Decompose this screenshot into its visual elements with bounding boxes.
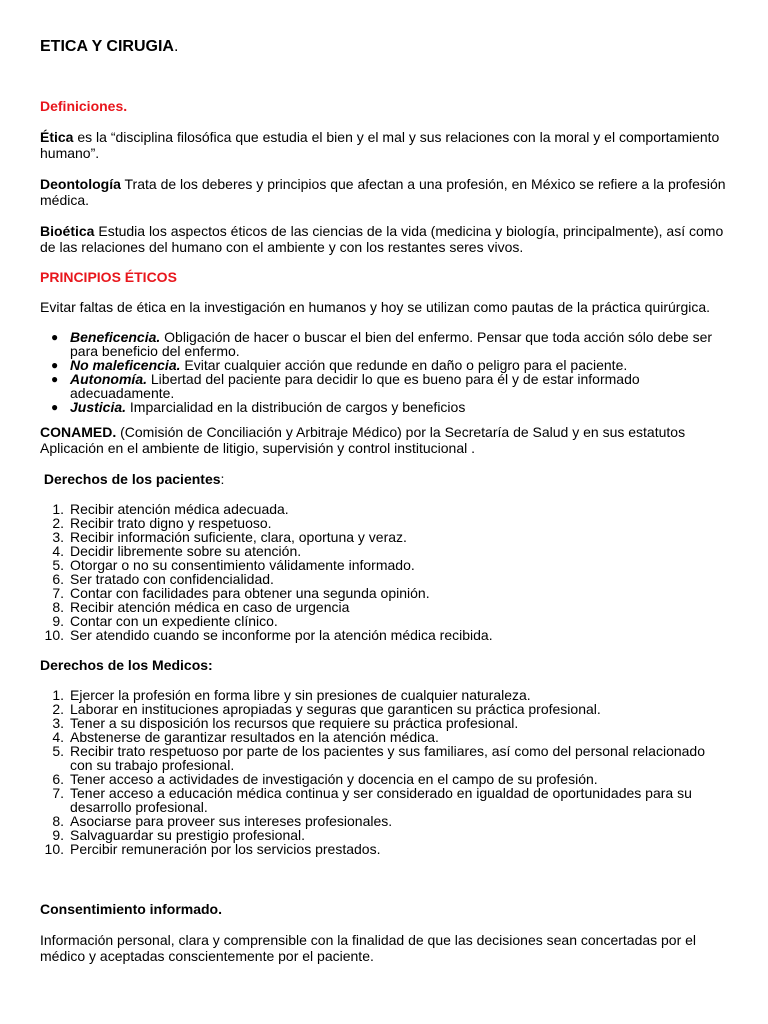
item-text: Percibir remuneración por los servicios prestados. — [70, 841, 381, 857]
patient-rights-heading-text: Derechos de los pacientes — [43, 471, 221, 487]
item-text: Otorgar o no su consentimiento válidamente informado. — [70, 557, 415, 573]
item-number: 2. — [52, 701, 64, 717]
item-number: 8. — [52, 599, 64, 615]
item-number: 3. — [52, 715, 64, 731]
item-text: Salvaguardar su prestigio profesional. — [70, 827, 306, 843]
term-bioetica: Bioética — [40, 223, 95, 239]
list-item — [40, 530, 728, 544]
title-text: ETICA Y CIRUGIA — [40, 38, 174, 55]
item-text: Recibir trato respetuoso por parte de los pacientes y sus familiares, así como del personal relacionado con su trabajo profesional. — [70, 743, 705, 773]
list-item — [40, 786, 728, 814]
list-item — [40, 330, 728, 358]
list-item — [40, 730, 728, 744]
list-item — [40, 744, 728, 772]
list-item — [40, 828, 728, 842]
item-number: 4. — [52, 543, 64, 559]
principle-text: Obligación de hacer o buscar el bien del enfermo. Pensar que toda acción sólo debe ser para beneficio del enfermo. — [70, 329, 713, 359]
list-item — [40, 702, 728, 716]
conamed-text: (Comisión de Conciliación y Arbitraje Médico) por la Secretaría de Salud y en sus estatutos Aplicación en el ambiente de litigio, supervisión y control institucional . — [40, 424, 686, 456]
principle-term: Justicia. — [70, 399, 127, 415]
list-item — [40, 614, 728, 628]
item-number: 9. — [52, 827, 64, 843]
item-number: 5. — [52, 743, 64, 759]
patient-rights-heading-colon: : — [220, 471, 225, 487]
patient-rights-list — [40, 502, 728, 642]
list-item — [40, 842, 728, 856]
term-etica: Ética — [40, 129, 74, 145]
item-text: Recibir información suficiente, clara, oportuna y veraz. — [70, 529, 407, 545]
item-text: Recibir atención médica adecuada. — [70, 501, 289, 517]
item-number: 10. — [44, 627, 64, 643]
item-number: 2. — [52, 515, 64, 531]
definition-bioetica-text: Estudia los aspectos éticos de las ciencias de la vida (medicina y biología, principalmente), así como de las relaciones del humano con el ambiente y con los restantes seres vivos. — [40, 223, 724, 255]
item-number: 7. — [52, 785, 64, 801]
consent-heading — [40, 901, 728, 917]
list-item — [40, 558, 728, 572]
patient-rights-heading — [40, 471, 728, 487]
principles-intro: Evitar faltas de ética en la investigación en humanos y hoy se utilizan como pautas de la práctica quirúrgica. — [40, 299, 711, 315]
item-number: 7. — [52, 585, 64, 601]
doctor-rights-list — [40, 688, 728, 856]
item-text: Asociarse para proveer sus intereses profesionales. — [70, 813, 393, 829]
bullet-icon: ● — [51, 372, 59, 386]
list-item — [40, 372, 728, 400]
list-item — [40, 600, 728, 614]
list-item — [40, 628, 728, 642]
list-item — [40, 586, 728, 600]
consent-heading-text: Consentimiento informado. — [40, 901, 222, 917]
item-number: 8. — [52, 813, 64, 829]
item-number: 4. — [52, 729, 64, 745]
item-number: 6. — [52, 771, 64, 787]
doctor-rights-heading-text: Derechos de los Medicos: — [40, 657, 213, 673]
list-item — [40, 516, 728, 530]
item-text: Ser tratado con confidencialidad. — [70, 571, 274, 587]
bullet-icon: ● — [51, 330, 59, 344]
definition-bioetica — [40, 223, 728, 255]
item-text: Tener acceso a actividades de investigación y docencia en el campo de su profesión. — [70, 771, 598, 787]
document-title — [40, 38, 728, 56]
title-dot: . — [173, 38, 179, 55]
bullet-icon: ● — [51, 400, 59, 414]
list-item — [40, 572, 728, 586]
principle-term: No maleficencia. — [70, 357, 181, 373]
item-number: 10. — [44, 841, 64, 857]
definitions-heading: Definiciones. — [40, 98, 128, 114]
list-item — [40, 400, 728, 414]
term-conamed: CONAMED. — [40, 424, 117, 440]
bullet-icon: ● — [51, 358, 59, 372]
conamed-paragraph — [40, 424, 728, 456]
item-number: 9. — [52, 613, 64, 629]
item-text: Recibir atención médica en caso de urgencia — [70, 599, 350, 615]
item-number: 6. — [52, 571, 64, 587]
item-number: 5. — [52, 557, 64, 573]
list-item — [40, 358, 728, 372]
list-item — [40, 814, 728, 828]
consent-text: Información personal, clara y comprensible con la finalidad de que las decisiones sean concertadas por el médico y aceptadas conscientemente por el paciente. — [40, 932, 697, 964]
term-deontologia: Deontología — [40, 176, 121, 192]
item-text: Ser atendido cuando se inconforme por la atención médica recibida. — [70, 627, 493, 643]
definition-deontologia-text: Trata de los deberes y principios que afectan a una profesión, en México se refiere a la profesión médica. — [40, 176, 726, 208]
item-text: Tener acceso a educación médica continua y ser considerado en igualdad de oportunidades para su desarrollo profesional. — [70, 785, 692, 815]
definition-etica-text: es la “disciplina filosófica que estudia el bien y el mal y sus relaciones con la moral y el comportamiento humano”. — [40, 129, 720, 161]
item-text: Contar con un expediente clínico. — [70, 613, 278, 629]
item-text: Abstenerse de garantizar resultados en la atención médica. — [70, 729, 439, 745]
list-item — [40, 772, 728, 786]
list-item — [40, 716, 728, 730]
item-number: 3. — [52, 529, 64, 545]
principles-heading: PRINCIPIOS ÉTICOS — [40, 269, 177, 285]
item-number: 1. — [52, 687, 64, 703]
list-item — [40, 688, 728, 702]
principle-term: Autonomía. — [70, 371, 147, 387]
principle-text: Evitar cualquier acción que redunde en daño o peligro para el paciente. — [180, 357, 628, 373]
item-text: Tener a su disposición los recursos que requiere su práctica profesional. — [70, 715, 519, 731]
principle-term: Beneficencia. — [70, 329, 161, 345]
item-text: Decidir libremente sobre su atención. — [70, 543, 302, 559]
principle-text: Libertad del paciente para decidir lo que es bueno para él y de estar informado adecuadamente. — [70, 371, 640, 401]
item-number: 1. — [52, 501, 64, 517]
item-text: Contar con facilidades para obtener una segunda opinión. — [70, 585, 430, 601]
item-text: Recibir trato digno y respetuoso. — [70, 515, 272, 531]
list-item — [40, 544, 728, 558]
definition-etica — [40, 129, 728, 161]
principles-list — [40, 330, 728, 414]
item-text: Ejercer la profesión en forma libre y sin presiones de cualquier naturaleza. — [70, 687, 531, 703]
definition-deontologia — [40, 176, 728, 208]
principle-text: Imparcialidad en la distribución de cargos y beneficios — [126, 399, 466, 415]
item-text: Laborar en instituciones apropiadas y seguras que garanticen su práctica profesional. — [70, 701, 601, 717]
list-item — [40, 502, 728, 516]
doctor-rights-heading — [40, 657, 728, 673]
section-spacer — [40, 871, 728, 901]
